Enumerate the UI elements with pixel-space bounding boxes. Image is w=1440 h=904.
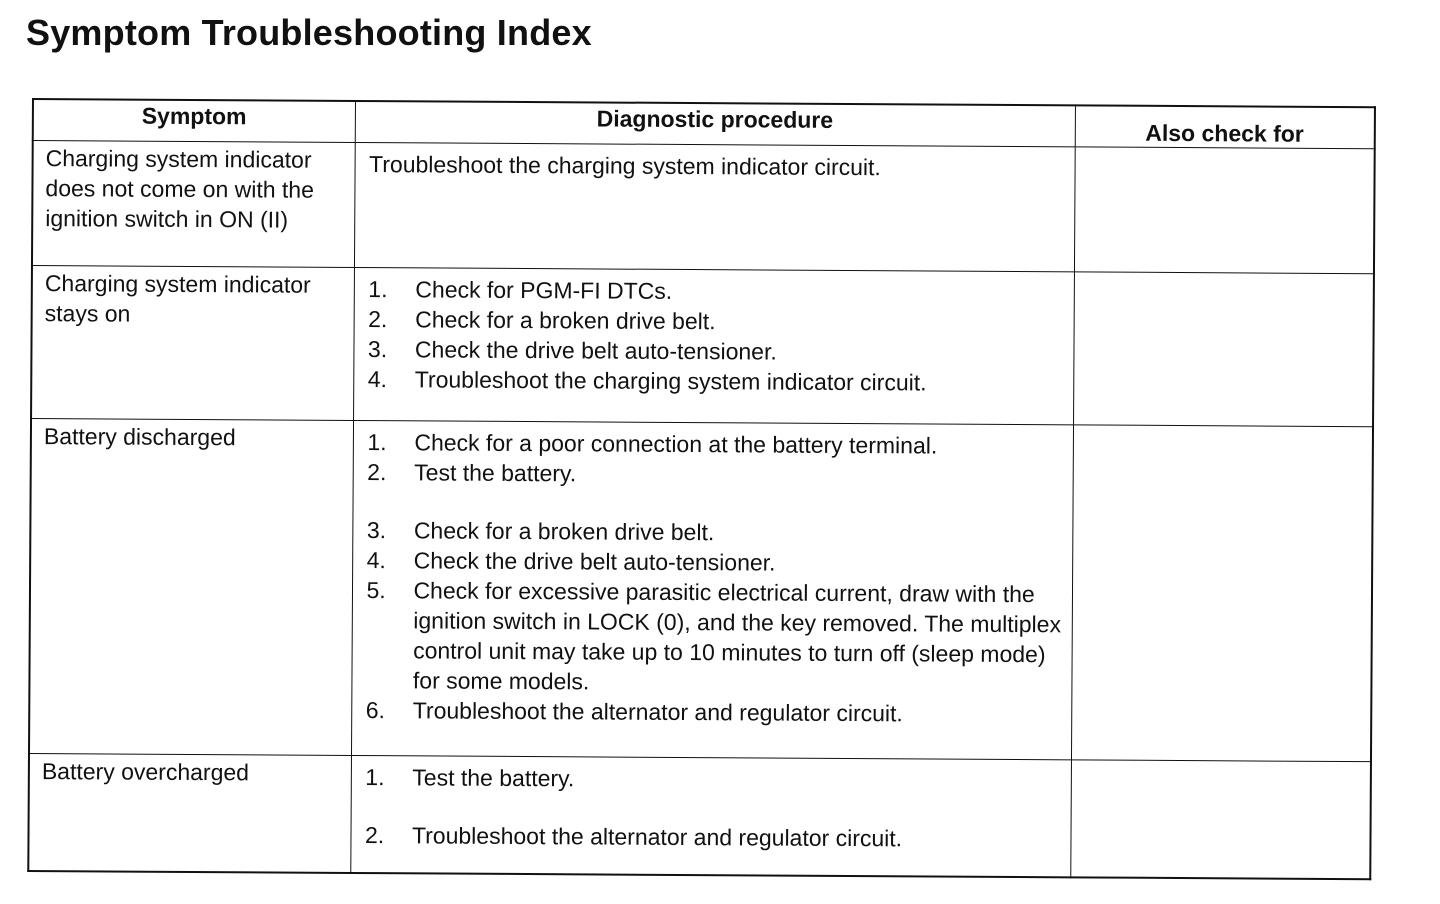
symptom-cell: Battery discharged [29,419,353,756]
step-number: 4. [366,547,386,574]
step-text: Check for a poor connection at the battery terminal. [414,429,938,459]
procedure-step [367,457,1062,491]
step-text: Check the drive belt auto-tensioner. [413,547,776,576]
step-number: 6. [365,697,386,724]
header-diagnostic-procedure: Diagnostic procedure [355,101,1075,147]
table-row [29,419,1373,762]
page-title: Symptom Troubleshooting Index [26,12,592,53]
step-number: 3. [366,517,387,544]
table-row [31,266,1374,427]
step-number: 1. [365,764,385,791]
symptom-cell: Charging system indicator does not come on with the ignition switch in ON (II) [32,141,355,268]
step-spacer [367,487,1062,519]
procedure-step [368,334,1063,368]
diagnostic-cell [354,142,1075,271]
also-check-cell [1070,760,1371,879]
step-text: Troubleshoot the alternator and regulator circuit. [411,822,903,852]
procedure-step [366,575,1062,699]
symptom-cell: Charging system indicator stays on [31,266,354,421]
symptom-cell: Battery overcharged [28,753,351,872]
also-check-cell [1073,272,1374,427]
troubleshooting-table-container [27,98,1374,880]
procedure-step [368,274,1063,308]
procedure-step [365,820,1060,854]
procedure-step [365,762,1060,796]
step-text: Check for a broken drive belt. [413,517,715,546]
procedure-step [368,304,1063,338]
step-number: 5. [366,577,386,604]
troubleshooting-table [27,98,1376,880]
step-number: 1. [367,429,387,456]
header-symptom: Symptom [33,99,355,142]
procedure-step [367,427,1062,461]
step-number: 4. [367,366,388,393]
procedure-step [367,515,1062,549]
step-text: Check for a broken drive belt. [415,306,716,335]
step-number: 1. [368,276,388,303]
step-number: 2. [367,459,387,486]
diagnostic-text: Troubleshoot the charging system indicator circuit. [369,151,881,181]
step-number: 2. [368,306,388,333]
diagnostic-cell [353,267,1074,424]
step-text: Test the battery. [414,459,577,487]
step-text: Check for PGM-FI DTCs. [415,276,673,304]
step-text: Troubleshoot the alternator and regulator circuit. [412,697,903,727]
diagnostic-cell [351,420,1073,759]
step-number: 3. [367,336,388,363]
also-check-cell [1074,147,1375,274]
procedure-step [366,695,1061,729]
step-text: Test the battery. [412,764,575,792]
table-row [32,141,1375,274]
procedure-step [368,364,1063,398]
step-text: Check for excessive parasitic electrical current, draw with the ignition switch in LOCK (0), and the key removed. The multiplex control unit may take up to 10 minutes to turn off (sleep mode) for some models. [412,577,1062,695]
table-row [28,753,1371,879]
also-check-cell [1071,425,1373,762]
step-spacer [365,792,1060,824]
header-also-check-for: Also check for [1075,105,1375,148]
diagnostic-cell [350,755,1071,877]
procedure-step [367,545,1062,579]
step-text: Check the drive belt auto-tensioner. [414,336,777,365]
step-number: 2. [364,822,385,849]
step-text: Troubleshoot the charging system indicator circuit. [414,366,927,396]
